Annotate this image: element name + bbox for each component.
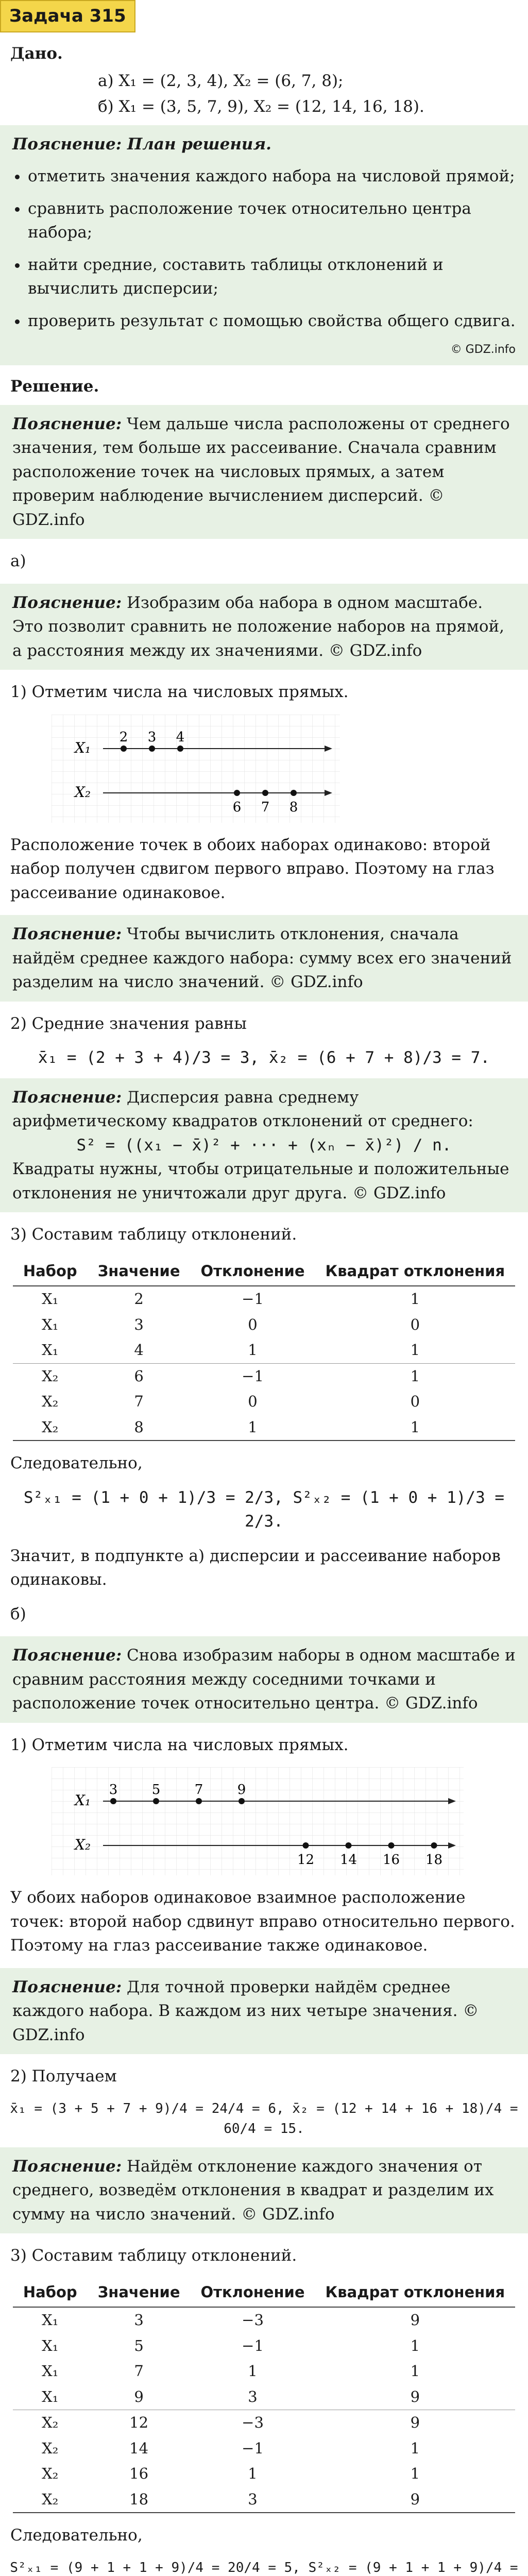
- table-row: [13, 2359, 515, 2384]
- table-cell: 3: [134, 1315, 144, 1333]
- table-cell: 8: [88, 1415, 191, 1441]
- number-line-tick-label: 6: [232, 799, 242, 815]
- part-b-therefore: Следовательно,: [10, 2526, 143, 2545]
- number-line-point: [234, 790, 240, 796]
- table-row: [13, 2410, 515, 2436]
- part-b-step3: 3) Составим таблицу отклонений.: [10, 2246, 297, 2265]
- table-cell: X₁: [42, 2336, 59, 2354]
- table-cell: X₁: [13, 1286, 88, 1312]
- table-row: [13, 1415, 515, 1441]
- table-cell: −1: [242, 2439, 264, 2457]
- table-header: Набор: [23, 1262, 77, 1280]
- givens: [98, 69, 528, 119]
- plan-item: • сравнить расположение точек относительно центра набора;: [28, 197, 516, 245]
- table-cell: 12: [88, 2410, 191, 2436]
- number-line-point: [303, 1842, 309, 1849]
- number-line-point: [196, 1798, 202, 1804]
- table-cell: X₂: [42, 2465, 59, 2482]
- number-line-point: [153, 1798, 159, 1804]
- number-line-tick-label: 3: [109, 1782, 118, 1798]
- table-cell: 1: [315, 1415, 516, 1441]
- table-cell: 4: [134, 1341, 144, 1359]
- table-cell: 1: [191, 1415, 315, 1441]
- number-line-tick-label: 9: [237, 1782, 246, 1798]
- line-label-x2: X₂: [75, 1836, 91, 1853]
- expl-text: Для точной проверки найдём среднее каждого набора. В каждом из них четыре значения. © GDZ.info: [12, 1977, 479, 2044]
- table-cell: −1: [242, 2336, 264, 2354]
- part-a-conclusion: Значит, в подпункте а) дисперсии и рассеивание наборов одинаковы.: [10, 1546, 501, 1589]
- expl-text: Найдём отклонение каждого значения от среднего, возведём отклонения в квадрат и разделим их сумму на число значений. © GDZ.info: [12, 2157, 494, 2224]
- table-cell: X₁: [13, 2307, 88, 2333]
- number-line-tick-label: 8: [289, 799, 298, 815]
- table-cell: −1: [191, 1363, 315, 1389]
- part-b: [10, 1602, 518, 1626]
- explanation-box: [0, 405, 528, 539]
- number-line-point: [262, 790, 268, 796]
- table-cell: −3: [191, 2307, 315, 2333]
- expl-text: Снова изобразим наборы в одном масштабе и сравним расстояния между соседними точками и расположение точек относительно центра. © GDZ.info: [12, 1646, 516, 1713]
- part-b-step2: 2) Получаем: [10, 2067, 117, 2086]
- table-cell: 1: [248, 1341, 258, 1359]
- solution-label: Решение.: [10, 377, 99, 396]
- table-cell: 0: [248, 1393, 258, 1410]
- number-line-tick-label: 16: [382, 1852, 400, 1868]
- part-b-means: x̄₁ = (3 + 5 + 7 + 9)/4 = 24/4 = 6, x̄₂ = (12 + 14 + 16 + 18)/4 = 60/4 = 15.: [10, 2100, 518, 2137]
- part-a-step2: 2) Средние значения равны: [10, 1014, 247, 1033]
- table-cell: 7: [134, 2362, 144, 2380]
- table-row: [13, 2487, 515, 2513]
- number-line-chart-b: [52, 1767, 464, 1875]
- table-cell: 2: [88, 1286, 191, 1312]
- table-cell: 0: [248, 1315, 258, 1333]
- expl-label: Пояснение:: [12, 925, 122, 943]
- part-a-expl2: [0, 915, 528, 1002]
- number-line-tick-label: 14: [339, 1852, 357, 1868]
- table-row: [13, 2333, 515, 2359]
- given-a: а) X₁ = (2, 3, 4), X₂ = (6, 7, 8);: [98, 71, 344, 90]
- deviation-table-b: [13, 2278, 515, 2514]
- table-cell: 9: [134, 2387, 144, 2405]
- table-cell: 9: [315, 2410, 516, 2436]
- expl-label: Пояснение:: [12, 1977, 122, 1996]
- table-cell: 1: [315, 1363, 516, 1389]
- number-line-chart-a: [52, 715, 340, 823]
- table-cell: 0: [410, 1393, 420, 1410]
- table-row: [13, 1312, 515, 1338]
- part-a-expl: [0, 584, 528, 670]
- number-line-tick-label: 2: [119, 729, 128, 745]
- table-cell: 9: [315, 2487, 516, 2513]
- expl-text: Квадраты нужны, чтобы отрицательные и положительные отклонения не уничтожали друг друга. © GDZ.info: [12, 1160, 509, 1202]
- number-line-point: [110, 1798, 116, 1804]
- table-cell: 5: [134, 2336, 144, 2354]
- table-cell: 14: [129, 2439, 149, 2457]
- expl-label: Пояснение:: [12, 1646, 122, 1665]
- table-row: [13, 1286, 515, 1312]
- number-line-point: [388, 1842, 395, 1849]
- number-line-point: [149, 745, 155, 752]
- part-b-label: б): [10, 1604, 26, 1623]
- table-header: Квадрат отклонения: [325, 1262, 505, 1280]
- table-cell: X₂: [42, 1393, 59, 1410]
- table-row: [13, 2307, 515, 2333]
- table-cell: 16: [129, 2465, 149, 2482]
- table-cell: 1: [410, 2336, 420, 2354]
- part-a-therefore: Следовательно,: [10, 1454, 143, 1472]
- table-cell: 1: [410, 2465, 420, 2482]
- table-row: [13, 2436, 515, 2462]
- table-row: [13, 1363, 515, 1389]
- table-cell: 1: [410, 1341, 420, 1359]
- expl-text: Чтобы вычислить отклонения, сначала найдём среднее каждого набора: сумму всех его значений разделим на число значений. © GDZ.info: [12, 925, 512, 991]
- table-header: Отклонение: [200, 2283, 305, 2301]
- table-cell: X₂: [13, 1415, 88, 1441]
- number-line-tick-label: 5: [151, 1782, 161, 1798]
- part-a-label: а): [10, 552, 26, 570]
- table-cell: X₂: [13, 2487, 88, 2513]
- page-title: Задача 315: [0, 0, 135, 32]
- plan-box: [0, 125, 528, 366]
- table-row: [13, 2461, 515, 2487]
- number-line-tick-label: 12: [297, 1852, 315, 1868]
- expl-text: Изобразим оба набора в одном масштабе. Это позволит сравнить не положение наборов на прямой, а расстояния между их значениями. © GDZ.info: [12, 593, 505, 660]
- expl-text: Чем дальше числа расположены от среднего значения, тем больше их рассеивание. Сначала сравним расположение точек на числовых прямых, а затем проверим наблюдение вычислением дисперсий. © GDZ.info: [12, 414, 510, 529]
- expl-label: Пояснение:: [12, 1088, 122, 1107]
- table-cell: 6: [88, 1363, 191, 1389]
- table-cell: 9: [410, 2387, 420, 2405]
- part-a-means: x̄₁ = (2 + 3 + 4)/3 = 3, x̄₂ = (6 + 7 + 8)/3 = 7.: [38, 1048, 490, 1067]
- table-cell: 7: [134, 1393, 144, 1410]
- given-label: Дано.: [10, 44, 63, 63]
- number-line-point: [346, 1842, 352, 1849]
- part-b-observation: У обоих наборов одинаковое взаимное расположение точек: второй набор сдвинут вправо относительно первого. Поэтому на глаз рассеивание также одинаковое.: [10, 1888, 515, 1955]
- number-line-point: [177, 745, 183, 752]
- number-line-tick-label: 7: [194, 1782, 203, 1798]
- part-a-expl3: [0, 1078, 528, 1213]
- table-cell: X₁: [42, 2387, 59, 2405]
- line-label-x1: X₁: [75, 1792, 91, 1809]
- line-label-x2: X₂: [75, 783, 91, 801]
- given-b: б) X₁ = (3, 5, 7, 9), X₂ = (12, 14, 16, 18).: [98, 97, 424, 116]
- part-b-variances: S²ₓ₁ = (9 + 1 + 1 + 9)/4 = 20/4 = 5, S²ₓ₂ = (9 + 1 + 1 + 9)/4 =: [10, 2560, 518, 2575]
- table-row: [13, 1337, 515, 1363]
- table-cell: X₂: [13, 2410, 88, 2436]
- part-a-step3: 3) Составим таблицу отклонений.: [10, 1225, 297, 1244]
- part-b-expl2: [0, 1968, 528, 2055]
- table-cell: −1: [191, 1286, 315, 1312]
- table-cell: 1: [410, 2439, 420, 2457]
- number-line-tick-label: 18: [425, 1852, 443, 1868]
- table-cell: X₁: [42, 2362, 59, 2380]
- deviation-table-a: [13, 1257, 515, 1442]
- table-cell: X₁: [42, 1341, 59, 1359]
- table-cell: 1: [315, 1286, 516, 1312]
- number-line-point: [431, 1842, 437, 1849]
- plan-label: Пояснение: План решения.: [12, 134, 271, 154]
- table-header: Значение: [97, 2283, 180, 2301]
- table-cell: 1: [248, 2362, 258, 2380]
- table-cell: 18: [88, 2487, 191, 2513]
- table-cell: 1: [410, 2362, 420, 2380]
- part-a-step1: 1) Отметим числа на числовых прямых.: [10, 683, 349, 701]
- table-cell: 3: [248, 2387, 258, 2405]
- plan-item: • отметить значения каждого набора на числовой прямой;: [28, 164, 516, 189]
- plan-item: • проверить результат с помощью свойства общего сдвига.: [28, 309, 516, 333]
- table-cell: −3: [191, 2410, 315, 2436]
- table-cell: 0: [410, 1315, 420, 1333]
- gdz-mark: © GDZ.info: [450, 343, 516, 356]
- expl-label: Пояснение:: [12, 593, 122, 612]
- part-a: [10, 549, 518, 573]
- part-a-variances: S²ₓ₁ = (1 + 0 + 1)/3 = 2/3, S²ₓ₂ = (1 + 0 + 1)/3 = 2/3.: [23, 1488, 505, 1531]
- part-a-observation: Расположение точек в обоих наборах одинаково: второй набор получен сдвигом первого вправо. Поэтому на глаз рассеивание одинаковое.: [10, 835, 495, 902]
- number-line-tick-label: 3: [147, 729, 157, 745]
- number-line-point: [291, 790, 297, 796]
- table-cell: X₂: [13, 1363, 88, 1389]
- plan-list: [12, 164, 516, 333]
- table-header: Отклонение: [200, 1262, 305, 1280]
- number-line-tick-label: 4: [176, 729, 185, 745]
- table-cell: X₁: [42, 1315, 59, 1333]
- line-label-x1: X₁: [75, 739, 91, 756]
- variance-formula: S² = ((x₁ − x̄)² + ··· + (xₙ − x̄)²) / n.: [76, 1136, 452, 1155]
- part-b-expl: [0, 1636, 528, 1723]
- part-b-expl3: [0, 2147, 528, 2234]
- table-header: Значение: [97, 1262, 180, 1280]
- table-cell: 3: [88, 2307, 191, 2333]
- table-cell: 3: [191, 2487, 315, 2513]
- expl-label: Пояснение:: [12, 2157, 122, 2176]
- table-row: [13, 2384, 515, 2410]
- plan-item: • найти средние, составить таблицы отклонений и вычислить дисперсии;: [28, 253, 516, 301]
- part-b-step1: 1) Отметим числа на числовых прямых.: [10, 1735, 349, 1754]
- table-header: Квадрат отклонения: [325, 2283, 505, 2301]
- number-line-point: [239, 1798, 245, 1804]
- table-cell: X₂: [42, 2439, 59, 2457]
- expl-text: Дисперсия равна среднему арифметическому квадратов отклонений от среднего:: [12, 1088, 473, 1130]
- number-line-point: [121, 745, 127, 752]
- table-cell: 1: [248, 2465, 258, 2482]
- number-line-tick-label: 7: [261, 799, 270, 815]
- expl-label: Пояснение:: [12, 414, 122, 433]
- table-row: [13, 1389, 515, 1415]
- table-header: Набор: [23, 2283, 77, 2301]
- table-cell: 9: [315, 2307, 516, 2333]
